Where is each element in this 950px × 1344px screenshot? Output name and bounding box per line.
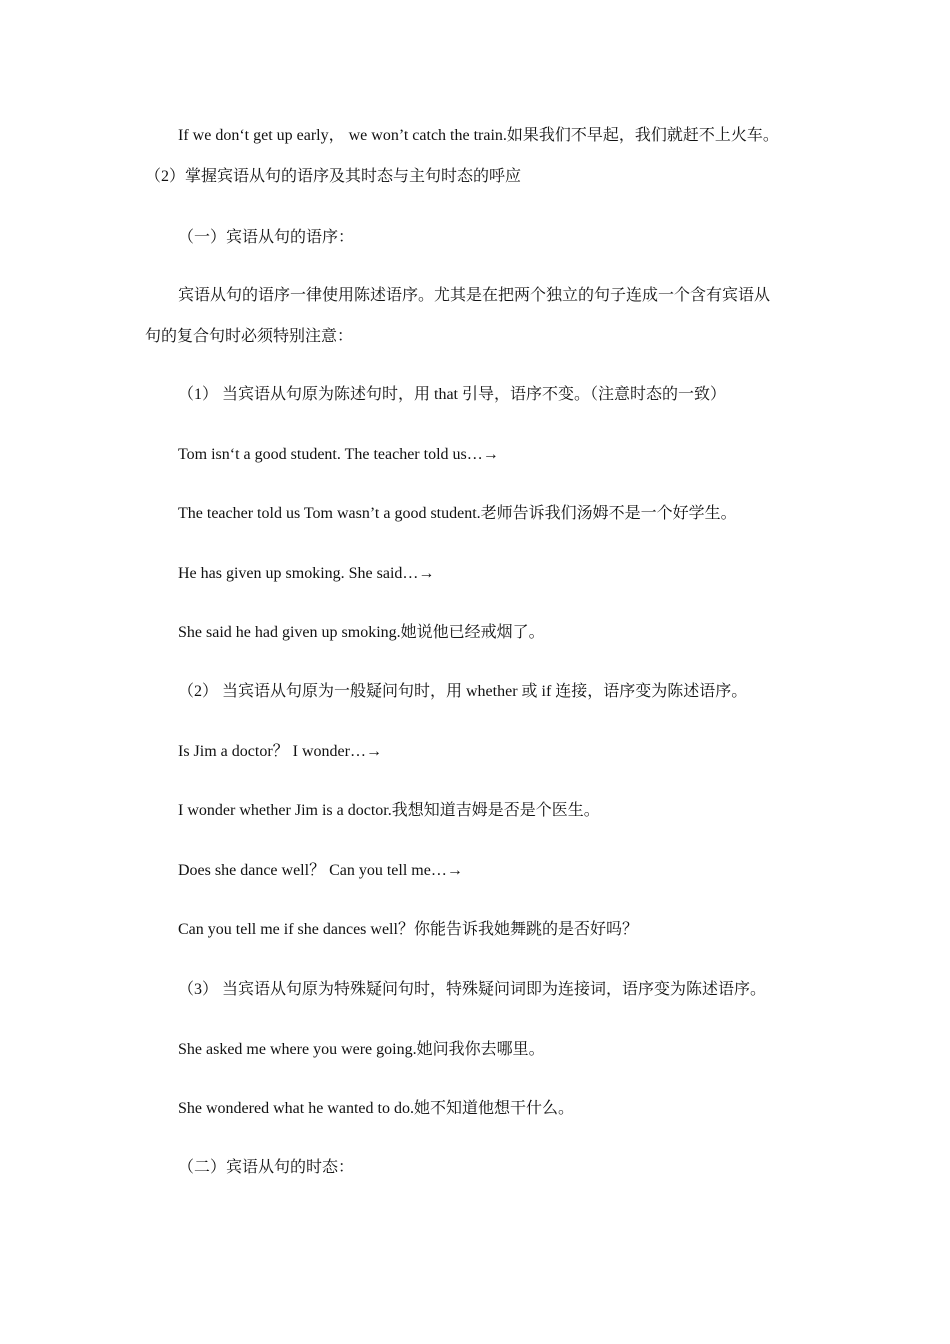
rule-item: （3） 当宾语从句原为特殊疑问句时，特殊疑问词即为连接词，语序变为陈述语序。	[178, 981, 767, 998]
example-line: The teacher told us Tom wasn’t a good student.老师告诉我们汤姆不是一个好学生。	[178, 505, 737, 522]
example-line: She said he had given up smoking.她说他已经戒烟了。	[178, 624, 545, 641]
example-line: Tom isn‘t a good student. The teacher told us…→	[178, 446, 499, 463]
subsection-heading: （一）宾语从句的语序：	[178, 229, 355, 246]
example-line: She asked me where you were going.她问我你去哪里。	[178, 1041, 545, 1058]
example-line: She wondered what he wanted to do.她不知道他想干什么。	[178, 1100, 574, 1117]
example-line: Is Jim a doctor？ I wonder…→	[178, 743, 382, 760]
example-line: Can you tell me if she dances well？你能告诉我她舞跳的是否好吗？	[178, 921, 638, 938]
rule-item: （2） 当宾语从句原为一般疑问句时，用 whether 或 if 连接，语序变为陈述语序。	[178, 683, 748, 700]
example-line: Does she dance well？ Can you tell me…→	[178, 862, 463, 879]
subsection-heading: （二）宾语从句的时态：	[178, 1159, 355, 1176]
section-heading: （2）掌握宾语从句的语序及其时态与主句时态的呼应	[145, 168, 522, 185]
paragraph-line: 宾语从句的语序一律使用陈述语序。尤其是在把两个独立的句子连成一个含有宾语从	[178, 287, 771, 304]
paragraph-line: If we don‘t get up early， we won’t catch the train.如果我们不早起，我们就赶不上火车。	[178, 127, 779, 144]
rule-item: （1） 当宾语从句原为陈述句时，用 that 引导，语序不变。（注意时态的一致）	[178, 386, 726, 403]
example-line: He has given up smoking. She said…→	[178, 565, 435, 582]
example-line: I wonder whether Jim is a doctor.我想知道吉姆是否是个医生。	[178, 802, 600, 819]
paragraph-line: 句的复合句时必须特别注意：	[145, 328, 354, 345]
